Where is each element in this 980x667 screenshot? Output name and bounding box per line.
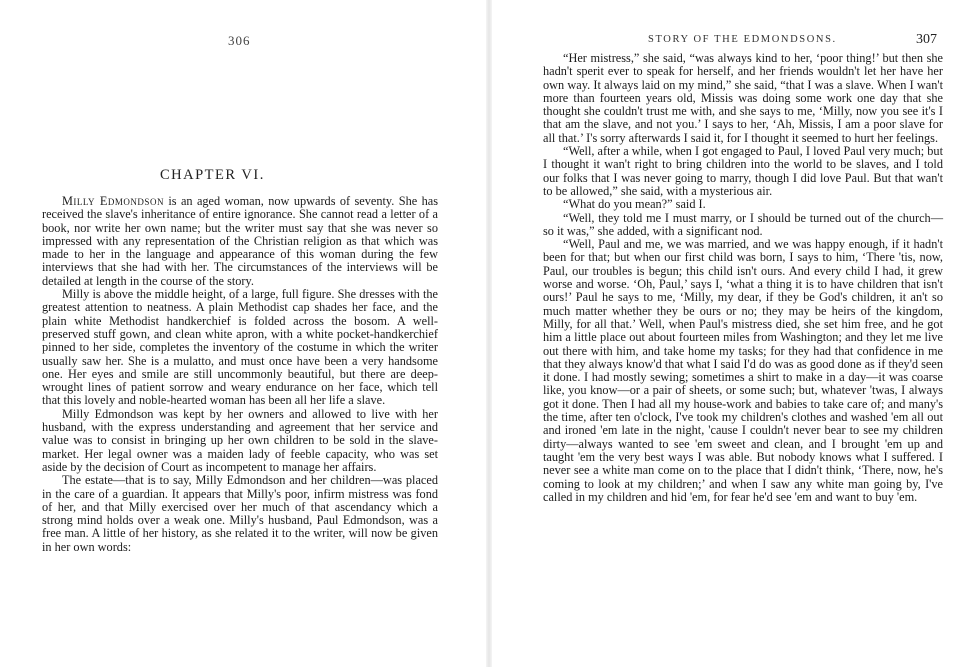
paragraph: “What do you mean?” said I. bbox=[563, 197, 706, 212]
paragraph: “Well, they told me I must marry, or I should be turned out of the church—so it was,” she added, with a significant nod. bbox=[543, 210, 943, 238]
left-body-text bbox=[42, 195, 438, 554]
right-body-text bbox=[543, 52, 943, 504]
paragraph: Milly Edmondson was kept by her owners and allowed to live with her husband, with the express understanding and agreement that her service and value was to consist in bringing up her own children to be sold in the slave-market. Her legal owner was a maiden lady of feeble capacity, who was set aside by the decision of Court as incompetent to manage her affairs. bbox=[42, 406, 438, 474]
running-head: STORY OF THE EDMONDSONS. bbox=[648, 34, 837, 45]
paragraph: “Well, after a while, when I got engaged to Paul, I loved Paul very much; but I thought it wan't right to bring children into the world to be slaves, and I told our folks that I was never going to marry, though I did love Paul. But that wan't to be allowed,” she said, with a mysterious air. bbox=[543, 144, 943, 198]
chapter-title: CHAPTER VI. bbox=[160, 167, 265, 183]
page-number-left: 306 bbox=[228, 33, 251, 48]
book-gutter bbox=[486, 0, 492, 667]
paragraph bbox=[42, 195, 438, 288]
opening-name: Milly Edmondson bbox=[62, 194, 164, 208]
paragraph: The estate—that is to say, Milly Edmondson and her children—was placed in the care of a guardian. It appears that Milly's poor, infirm mistress was fond of her, and that Milly exercised over her much of that ascendancy which a strong mind holds over a weak one. Milly's husband, Paul Edmondson, was a free man. A little of her history, as she related it to the writer, will now be given in her own words: bbox=[42, 473, 438, 554]
paragraph: “Her mistress,” she said, “was always kind to her, ‘poor thing!’ but then she hadn't sperit ever to speak for herself, and her friends wouldn't let her have her own way. It always laid on my mind,” she said, “that I was a slave. When I wan't more than fourteen years old, Missis was doing some work one day that she thought she couldn't trust me with, and she says to me, ‘Milly, now you see it's I that am the slave, and not you.’ I says to her, ‘Ah, Missis, I am a poor slave for all that.’ I's sorry afterwards I said it, for I thought it seemed to hurt her feelings. bbox=[543, 51, 943, 145]
paragraph-text: is an aged woman, now upwards of seventy. She has received the slave's inheritance of entire ignorance. She cannot read a letter of a book, nor write her own name; but the writer must say that she was never so impressed with any representation of the Christian religion as that which was made to her in the language and appearance of this woman during the few interviews that she had with her. The circumstances of the interviews will be detailed at length in the course of the story. bbox=[42, 194, 438, 288]
paragraph: “Well, Paul and me, we was married, and we was happy enough, if it hadn't been for that; but when our first child was born, I says to him, ‘There 'tis, now, Paul, our troubles is begun; this child isn't ours. And every child I had, it grew worse and worse. ‘Oh, Paul,’ says I, ‘what a thing it is to have children that isn't ours!’ Paul he says to me, ‘Milly, my dear, if they be God's children, it an't so much matter whether they be ours or no; they may be heirs of the kingdom, Milly, for all that.’ Well, when Paul's mistress died, she set him free, and he got him a little place out about fourteen miles from Washington; and they let me live out there with him, and take home my tasks; for they had that confidence in me that they always know'd that what I said I'd do was as good done as if they'd seen it done. I had mostly sewing; sometimes a shirt to make in a day—it was coarse like, you know—or a pair of sheets, or some such; but, whatever 'twas, I always got it done. Then I had all my house-work and babies to take care of; and many's the time, after ten o'clock, I've took my children's clothes and washed 'em all out and ironed 'em late in the night, 'cause I couldn't never bear to see my children dirty—always wanted to see 'em sweet and clean, and I brought 'em up and taught 'em the very best ways I was able. But nobody knows what I suffered. I never see a white man come on to the place that I didn't think, ‘There, now, he's coming to look at my children;’ and when I saw any white man going by, I've called in my children and hid 'em, for fear he'd see 'em and want to buy 'em. bbox=[543, 237, 943, 504]
paragraph: Milly is above the middle height, of a large, full figure. She dresses with the greatest attention to neatness. A plain Methodist cap shades her face, and the plain white Methodist handkerchief is folded across the bosom. A well-preserved stuff gown, and clean white apron, with a white pocket-handkerchief pinned to her side, completes the inventory of the costume in which the writer usually saw her. She is a mulatto, and must once have been a very handsome one. Her eyes and smile are still uncommonly beautiful, but there are deep-wrought lines of patient sorrow and weary endurance on her face, which tell that this lovely and noble-hearted woman has been all her life a slave. bbox=[42, 287, 438, 408]
left-page bbox=[0, 0, 484, 667]
page-number-right: 307 bbox=[916, 32, 937, 47]
